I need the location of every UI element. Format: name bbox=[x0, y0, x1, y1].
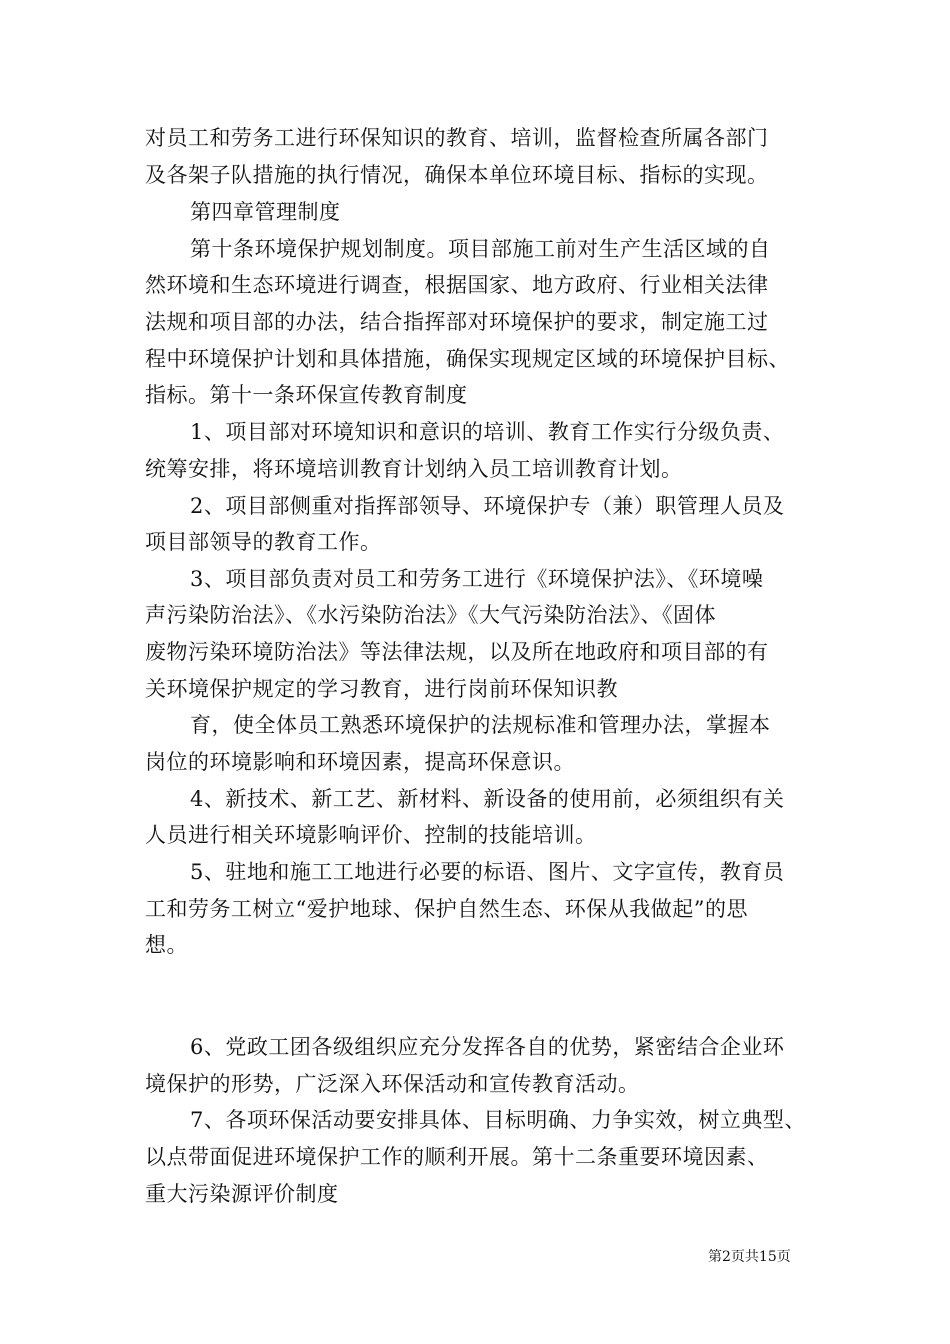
text-line: 育，使全体员工熟悉环境保护的法规标准和管理办法，掌握本 bbox=[190, 713, 771, 737]
text-line: 废物污染环境防治法》等法律法规，以及所在地政府和项目部的有 bbox=[145, 640, 769, 664]
text-line: 指标。第十一条环保宣传教育制度 bbox=[145, 383, 468, 407]
text-line: 声污染防治法》、《水污染防治法》《大气污染防治法》、《固体 bbox=[145, 603, 716, 627]
text-line: 然环境和生态环境进行调查，根据国家、地方政府、行业相关法律 bbox=[145, 273, 769, 297]
text-line: 境保护的形势，广泛深入环保活动和宣传教育活动。 bbox=[145, 1072, 640, 1096]
text-line: 7、各项环保活动要安排具体、目标明确、力争实效，树立典型、 bbox=[190, 1108, 806, 1132]
text-line: 法规和项目部的办法，结合指挥部对环境保护的要求，制定施工过 bbox=[145, 310, 769, 334]
text-line: 工和劳务工树立“爱护地球、保护自然生态、环保从我做起”的思 bbox=[145, 897, 748, 921]
text-line: 3、项目部负责对员工和劳务工进行《环境保护法》、《环境噪 bbox=[190, 567, 764, 591]
page-number: 第2页共15页 bbox=[708, 1249, 791, 1265]
text-line: 统筹安排，将环境培训教育计划纳入员工培训教育计划。 bbox=[145, 457, 683, 481]
text-line: 2、项目部侧重对指挥部领导、环境保护专（兼）职管理人员及 bbox=[190, 494, 785, 518]
text-line: 项目部领导的教育工作。 bbox=[145, 530, 382, 554]
text-line: 第十条环境保护规划制度。项目部施工前对生产生活区域的自 bbox=[190, 237, 771, 261]
text-line: 及各架子队措施的执行情况，确保本单位环境目标、指标的实现。 bbox=[145, 163, 769, 187]
text-line: 4、新技术、新工艺、新材料、新设备的使用前，必须组织有关 bbox=[190, 787, 785, 811]
text-line: 人员进行相关环境影响评价、控制的技能培训。 bbox=[145, 823, 597, 847]
section-heading: 第四章管理制度 bbox=[190, 200, 341, 224]
text-line: 想。 bbox=[145, 933, 188, 957]
text-line: 程中环境保护计划和具体措施，确保实现规定区域的环境保护目标、 bbox=[145, 347, 790, 371]
text-line: 6、党政工团各级组织应充分发挥各自的优势，紧密结合企业环 bbox=[190, 1035, 785, 1059]
text-line: 对员工和劳务工进行环保知识的教育、培训，监督检查所属各部门 bbox=[145, 126, 769, 150]
text-line: 重大污染源评价制度 bbox=[145, 1182, 339, 1206]
text-line: 关环境保护规定的学习教育，进行岗前环保知识教 bbox=[145, 677, 618, 701]
text-line: 5、驻地和施工工地进行必要的标语、图片、文字宣传，教育员 bbox=[190, 860, 785, 884]
text-line: 以点带面促进环境保护工作的顺利开展。第十二条重要环境因素、 bbox=[145, 1145, 769, 1169]
text-line: 岗位的环境影响和环境因素，提高环保意识。 bbox=[145, 750, 575, 774]
text-line: 1、项目部对环境知识和意识的培训、教育工作实行分级负责、 bbox=[190, 420, 785, 444]
